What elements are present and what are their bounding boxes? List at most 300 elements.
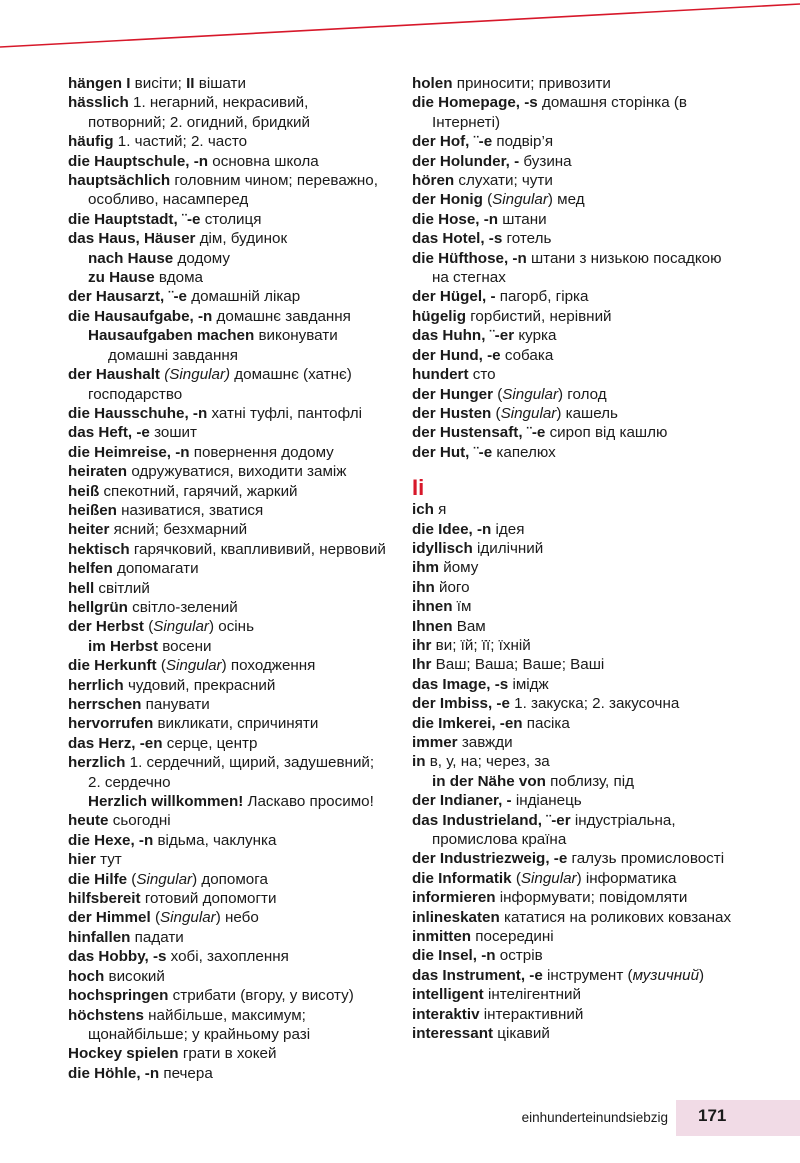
- translation: інструмент (: [542, 966, 633, 984]
- dictionary-entry: [412, 869, 742, 888]
- dictionary-entry: [68, 734, 390, 753]
- translation: називатися, зватися: [116, 501, 264, 519]
- dictionary-entry: [412, 423, 742, 442]
- translation: інтелігентний: [483, 986, 582, 1004]
- translation: собака: [500, 346, 554, 364]
- dictionary-subentry: [68, 792, 390, 811]
- dictionary-entry: [412, 714, 742, 733]
- translation: ви; їй; її; їхній: [431, 636, 531, 654]
- translation: Ласкаво просимо!: [243, 793, 374, 811]
- dictionary-entry: [68, 811, 390, 830]
- headword: der Hof, ¨-e: [412, 133, 493, 151]
- dictionary-entry: [68, 617, 390, 636]
- dictionary-entry: [68, 986, 390, 1005]
- dictionary-subentry: [68, 249, 390, 268]
- dictionary-entry: [412, 908, 742, 927]
- dictionary-entry: [412, 733, 742, 752]
- translation: додому: [173, 249, 230, 267]
- headword: der Honig: [412, 191, 483, 209]
- translation: 1. негарний, некрасивий, потворний; 2. огидний, бридкий: [88, 94, 310, 131]
- dictionary-entry: [412, 849, 742, 868]
- translation: завжди: [457, 734, 513, 751]
- dictionary-entry: [68, 520, 390, 539]
- dictionary-entry: [412, 171, 742, 190]
- dictionary-entry: [68, 579, 390, 598]
- dictionary-entry: [68, 695, 390, 714]
- translation: індіанець: [511, 792, 582, 810]
- headword: herzlich: [68, 754, 126, 772]
- page-number-tab: [676, 1100, 800, 1136]
- headword: der Herbst: [68, 618, 144, 636]
- dictionary-entry: [68, 423, 390, 442]
- headword: der Holunder, -: [412, 152, 520, 170]
- headword: hinfallen: [68, 928, 131, 946]
- usage-label: Singular: [136, 870, 193, 888]
- translation: (: [143, 618, 154, 636]
- headword: der Hustensaft, ¨-e: [412, 424, 546, 442]
- headword: im Herbst: [88, 637, 159, 655]
- translation: панувати: [141, 696, 210, 713]
- dictionary-entry: [412, 946, 742, 965]
- headword: die Herkunft: [68, 657, 157, 675]
- headword: das Herz, -en: [68, 734, 163, 752]
- headword: der Hügel, -: [412, 288, 496, 306]
- dictionary-entry: [68, 1044, 390, 1063]
- dictionary-entry: [68, 501, 390, 520]
- translation: домашнє (хатнє) господарство: [88, 366, 352, 403]
- headword: das Haus, Häuser: [68, 230, 196, 248]
- translation: галузь промисловості: [567, 850, 725, 868]
- dictionary-column-left: [68, 74, 390, 1083]
- headword: ihnen: [412, 598, 453, 616]
- headword: hauptsächlich: [68, 172, 171, 190]
- translation: домашній лікар: [187, 288, 301, 306]
- translation: горбистий, нерівний: [466, 307, 612, 325]
- headword: die Informatik: [412, 869, 512, 887]
- translation: (: [150, 909, 160, 927]
- translation: домашня сторінка (в Інтернеті): [432, 94, 687, 131]
- dictionary-entry: [412, 558, 742, 577]
- headword: interaktiv: [412, 1005, 480, 1023]
- dictionary-entry: [412, 365, 742, 384]
- dictionary-subentry: [68, 326, 390, 365]
- dictionary-entry: [412, 307, 742, 326]
- dictionary-entry: [68, 598, 390, 617]
- headword: der Himmel: [68, 909, 151, 927]
- headword: der Hausarzt, ¨-e: [68, 288, 188, 306]
- dictionary-entry: [412, 675, 742, 694]
- headword: hoch: [68, 967, 105, 985]
- dictionary-entry: [412, 287, 742, 306]
- dictionary-entry: [412, 985, 742, 1004]
- dictionary-subentry: [412, 772, 742, 791]
- headword: die Insel, -n: [412, 947, 496, 965]
- dictionary-entry: [68, 74, 390, 93]
- headword: der Husten: [412, 404, 492, 422]
- headword: ihm: [412, 559, 440, 577]
- translation: повернення додому: [189, 443, 334, 461]
- headword: die Idee, -n: [412, 520, 492, 538]
- dictionary-entry: [68, 462, 390, 481]
- headword: die Imkerei, -en: [412, 714, 523, 732]
- headword: hügelig: [412, 307, 466, 325]
- headword: die Heimreise, -n: [68, 443, 190, 461]
- headword: hektisch: [68, 540, 130, 558]
- dictionary-entry: [68, 967, 390, 986]
- dictionary-entry: [68, 443, 390, 462]
- translation: кататися на роликових ковзанах: [499, 908, 732, 926]
- dictionary-entry: [68, 229, 390, 248]
- dictionary-entry: [412, 210, 742, 229]
- translation: Вам: [452, 617, 486, 635]
- translation: пагорб, гірка: [495, 288, 589, 306]
- translation: гарячковий, кваплививий, нервовий: [129, 540, 386, 558]
- dictionary-entry: [412, 74, 742, 93]
- dictionary-entry: [68, 132, 390, 151]
- translation: ): [699, 966, 705, 984]
- headword: herrlich: [68, 676, 124, 694]
- headword: das Instrument, -e: [412, 966, 543, 984]
- headword: die Hilfe: [68, 870, 128, 888]
- translation: чудовий, прекрасний: [123, 676, 276, 694]
- dictionary-entry: [412, 578, 742, 597]
- usage-label: Singular: [502, 385, 559, 403]
- translation: 1. сердечний, щирий, задушевний; 2. сердечно: [88, 754, 375, 791]
- headword: interessant: [412, 1025, 494, 1043]
- dictionary-entry: [68, 870, 390, 889]
- translation: в, у, на; через, за: [425, 753, 550, 771]
- dictionary-entry: [68, 559, 390, 578]
- dictionary-entry: [68, 753, 390, 792]
- translation: бузина: [519, 152, 572, 170]
- translation: (: [491, 404, 501, 422]
- translation: найбільше, максимум; щонайбільше; у крайньому разі: [88, 1006, 311, 1043]
- translation: печера: [159, 1064, 213, 1082]
- headword: hier: [68, 851, 96, 869]
- dictionary-entry: [68, 714, 390, 733]
- translation: (: [482, 191, 493, 209]
- dictionary-entry: [412, 1005, 742, 1024]
- translation: основна школа: [208, 152, 319, 170]
- headword: die Hauptstadt, ¨-e: [68, 210, 201, 228]
- translation: 1. частий; 2. часто: [113, 133, 248, 151]
- headword: Herzlich willkommen!: [88, 793, 244, 811]
- translation: ) кашель: [556, 404, 618, 422]
- dictionary-entry: [68, 482, 390, 501]
- dictionary-entry: [412, 655, 742, 674]
- dictionary-entry: [412, 927, 742, 946]
- headword: hochspringen: [68, 987, 169, 1005]
- translation: стрибати (вгору, у висоту): [168, 987, 354, 1005]
- dictionary-entry: [412, 1024, 742, 1043]
- translation: виконувати домашні завдання: [108, 327, 338, 364]
- headword: idyllisch: [412, 539, 473, 557]
- dictionary-entry: [412, 752, 742, 771]
- dictionary-entry: [68, 947, 390, 966]
- dictionary-entry: [412, 229, 742, 248]
- dictionary-entry: [412, 888, 742, 907]
- headword: ich: [412, 501, 434, 519]
- dictionary-entry: [68, 908, 390, 927]
- translation: восени: [158, 637, 212, 655]
- headword: intelligent: [412, 986, 484, 1004]
- section-heading-letter-i: Ii: [412, 475, 425, 501]
- usage-label: Singular: [153, 618, 209, 636]
- translation: столиця: [200, 210, 262, 228]
- dictionary-entry: [68, 656, 390, 675]
- dictionary-entry: [412, 791, 742, 810]
- translation: (: [156, 657, 166, 675]
- translation: ) осінь: [208, 618, 254, 636]
- dictionary-entry: [412, 539, 742, 558]
- headword: herrschen: [68, 696, 142, 713]
- translation: ) голод: [558, 385, 607, 403]
- headword: das Heft, -e: [68, 424, 150, 442]
- dictionary-entry: [412, 249, 742, 288]
- entries-i: [412, 500, 742, 1043]
- translation: інформувати; повідомляти: [495, 889, 688, 907]
- translation: одружуватися, виходити заміж: [127, 463, 347, 481]
- headword: heiß: [68, 482, 100, 500]
- translation: курка: [514, 327, 557, 345]
- dictionary-subentry: [68, 268, 390, 287]
- translation: висіти;: [130, 75, 187, 92]
- headword: die Homepage, -s: [412, 94, 538, 112]
- headword: der Haushalt: [68, 366, 160, 384]
- translation: головним чином; переважно, особливо, насамперед: [88, 172, 378, 209]
- dictionary-subentry: [68, 637, 390, 656]
- dictionary-entry: [68, 928, 390, 947]
- dictionary-entry: [412, 132, 742, 151]
- translation: домашнє завдання: [212, 307, 351, 325]
- translation: я: [433, 501, 447, 519]
- translation: ідилічний: [472, 539, 544, 557]
- dictionary-entry: [68, 404, 390, 423]
- usage-label: (Singular): [164, 366, 231, 384]
- translation: готовий допомогти: [140, 890, 277, 908]
- headword: das Image, -s: [412, 675, 509, 693]
- translation: штани з низькою посадкою на стегнах: [432, 249, 722, 287]
- headword: das Hobby, -s: [68, 948, 167, 966]
- dictionary-entry: [68, 210, 390, 229]
- translation: інтерактивний: [479, 1005, 584, 1023]
- translation: світло-зелений: [127, 598, 238, 616]
- translation: поблизу, під: [545, 772, 634, 790]
- headword: informieren: [412, 889, 496, 907]
- dictionary-entry: [412, 443, 742, 462]
- headword: häufig: [68, 133, 114, 151]
- dictionary-entry: [68, 889, 390, 908]
- translation: світлий: [94, 579, 150, 597]
- translation: 1. закуска; 2. закусочна: [509, 695, 680, 713]
- translation: сто: [468, 366, 496, 384]
- dictionary-entry: [412, 636, 742, 655]
- headword: in: [412, 753, 426, 771]
- headword: die Hüfthose, -n: [412, 249, 527, 267]
- dictionary-entry: [68, 850, 390, 869]
- translation: грати в хокей: [178, 1045, 277, 1063]
- usage-label: Singular: [492, 191, 548, 209]
- headword: die Hausschuhe, -n: [68, 404, 208, 422]
- dictionary-entry: [412, 190, 742, 209]
- translation: слухати; чути: [454, 172, 553, 190]
- translation: ) небо: [215, 909, 259, 927]
- translation: (: [493, 385, 503, 403]
- translation: відьма, чаклунка: [153, 831, 277, 849]
- translation: цікавий: [493, 1025, 550, 1043]
- translation: вішати: [194, 75, 246, 92]
- headword: der Hut, ¨-e: [412, 443, 493, 461]
- headword: in der Nähe von: [432, 772, 546, 790]
- headword: heiraten: [68, 463, 128, 481]
- headword: inmitten: [412, 928, 472, 946]
- dictionary-entry: [68, 93, 390, 132]
- headword: Hausaufgaben machen: [88, 327, 255, 345]
- dictionary-entry: [412, 520, 742, 539]
- headword: das Industrieland, ¨-er: [412, 811, 571, 829]
- headword: die Hauptschule, -n: [68, 152, 209, 170]
- translation: штани: [498, 210, 547, 228]
- translation: ) походження: [221, 657, 316, 675]
- dictionary-entry: [412, 811, 742, 850]
- headword: das Huhn, ¨-er: [412, 327, 515, 345]
- translation: викликати, спричиняти: [153, 715, 319, 733]
- translation: дім, будинок: [195, 230, 288, 248]
- dictionary-entry: [412, 346, 742, 365]
- translation: (: [127, 870, 137, 888]
- translation: ясний; безхмарний: [109, 521, 248, 539]
- headword: der Hund, -e: [412, 346, 501, 364]
- sense-marker: II: [186, 75, 195, 92]
- dictionary-entry: [68, 171, 390, 210]
- headword: ihr: [412, 636, 432, 654]
- dictionary-entry: [412, 500, 742, 519]
- translation: Ваш; Ваша; Ваше; Ваші: [431, 656, 605, 674]
- headword: Ihr: [412, 656, 432, 674]
- headword: ihn: [412, 578, 435, 596]
- translation: хобі, захоплення: [166, 948, 289, 966]
- entries-h-continued: [412, 74, 742, 462]
- translation: сироп від кашлю: [545, 424, 668, 442]
- translation: готель: [502, 230, 552, 248]
- dictionary-entry: [68, 676, 390, 695]
- headword: das Hotel, -s: [412, 230, 503, 248]
- dictionary-entry: [412, 694, 742, 713]
- translation: подвір’я: [492, 133, 554, 151]
- dictionary-column-right: [412, 74, 742, 1044]
- translation: падати: [130, 928, 184, 946]
- dictionary-entry: [68, 540, 390, 559]
- headword: immer: [412, 734, 458, 751]
- headword: hundert: [412, 366, 469, 384]
- headword: der Hunger: [412, 385, 494, 403]
- translation: сьогодні: [108, 812, 171, 830]
- headword: zu Hause: [88, 269, 155, 287]
- translation: індустріальна, промислова країна: [432, 811, 676, 849]
- dictionary-entry: [412, 93, 742, 132]
- translation: ідея: [491, 520, 525, 538]
- page-number-words: einhunderteinundsiebzig: [521, 1110, 668, 1125]
- dictionary-entry: [412, 617, 742, 636]
- dictionary-entry: [68, 365, 390, 404]
- headword: hell: [68, 579, 95, 597]
- headword: holen: [412, 75, 453, 92]
- dictionary-entry: [412, 404, 742, 423]
- usage-label: Singular: [520, 869, 577, 887]
- headword: heißen: [68, 501, 117, 519]
- dictionary-entry: [412, 152, 742, 171]
- dictionary-entry: [412, 385, 742, 404]
- headword: hellgrün: [68, 598, 128, 616]
- translation: ) мед: [547, 191, 585, 209]
- translation: його: [434, 578, 470, 596]
- translation: капелюх: [492, 443, 556, 461]
- translation: йому: [439, 559, 479, 577]
- headword: hören: [412, 172, 455, 190]
- dictionary-entry: [412, 326, 742, 345]
- header-red-line: [0, 0, 800, 60]
- translation: (: [511, 869, 521, 887]
- translation: ) допомога: [192, 870, 268, 888]
- dictionary-entry: [68, 1006, 390, 1045]
- headword: heute: [68, 812, 109, 830]
- translation: тут: [95, 851, 122, 869]
- dictionary-entry: [412, 966, 742, 985]
- headword: inlineskaten: [412, 908, 500, 926]
- headword: der Indianer, -: [412, 792, 512, 810]
- dictionary-entry: [412, 597, 742, 616]
- headword: die Hexe, -n: [68, 831, 154, 849]
- headword: höchstens: [68, 1006, 144, 1024]
- dictionary-entry: [68, 1064, 390, 1083]
- headword: der Imbiss, -e: [412, 695, 510, 713]
- headword: der Industriezweig, -e: [412, 850, 568, 868]
- translation: зошит: [149, 424, 197, 442]
- page-number: 171: [698, 1106, 727, 1125]
- translation: пасіка: [522, 714, 570, 732]
- translation: хатні туфлі, пантофлі: [207, 404, 363, 422]
- translation: острів: [495, 947, 543, 965]
- usage-label: музичний: [632, 966, 700, 984]
- headword: die Hausaufgabe, -n: [68, 307, 213, 325]
- headword: nach Hause: [88, 249, 174, 267]
- translation: допомагати: [112, 560, 199, 578]
- translation: високий: [104, 967, 165, 985]
- headword: Ihnen: [412, 617, 453, 635]
- headword: hässlich: [68, 94, 129, 112]
- headword: heiter: [68, 521, 110, 539]
- headword: hervorrufen: [68, 715, 154, 733]
- headword: Hockey spielen: [68, 1045, 179, 1063]
- dictionary-entry: [68, 307, 390, 326]
- headword: die Hose, -n: [412, 210, 499, 228]
- headword: hilfsbereit: [68, 890, 141, 908]
- usage-label: Singular: [500, 404, 557, 422]
- translation: вдома: [154, 269, 204, 287]
- translation: посередині: [471, 928, 554, 946]
- usage-label: Singular: [160, 909, 216, 927]
- usage-label: Singular: [165, 657, 222, 675]
- headword: hängen I: [68, 75, 131, 92]
- dictionary-entry: [68, 152, 390, 171]
- dictionary-entry: [68, 831, 390, 850]
- translation: приносити; привозити: [452, 75, 611, 92]
- translation: їм: [452, 598, 472, 616]
- translation: серце, центр: [162, 734, 258, 752]
- translation: імідж: [508, 675, 549, 693]
- translation: спекотний, гарячий, жаркий: [99, 482, 298, 500]
- headword: helfen: [68, 560, 113, 578]
